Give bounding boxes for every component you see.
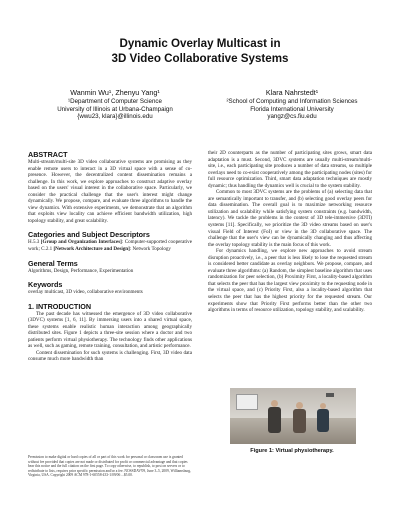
author-names-left: Wanmin Wu¹, Zhenyu Yang¹ [70,88,160,97]
keywords-heading: Keywords [28,280,63,290]
abstract-text: Multi-stream/multi-site 3D video collaborative systems are promising as they enable remote users to interact in a 3D virtual space with a sense of co-presence. However, the decentralized content dissemination remains a challenge. In this work, we explore approaches to construct adaptive overlay based on the users' visual interest in the collaborative space. Particularly, we consider the practical challenge that the user's interest might change dynamically. We propose, compare, and evaluate three algorithms to handle the view dynamics. With extensive experiments, we demonstrate that an algorithm that exploits view locality can achieve efficient bandwidth utilization, high topology stability, and great scalability. [28,159,192,224]
categories-text [28,239,192,252]
copyright-footnote: Permission to make digital or hard copies of all or part of this work for personal or classroom use is granted without fee provided that copies are not made or distributed for profit or commercial advantage and that copies bear this notice and the full citation on the first page. To copy otherwise, to republish, to post on servers or to redistribute to lists, requires prior specific permission and/or a fee. NOSSDAV'09, June 3–5, 2009, Williamsburg, Virginia, USA. Copyright 2009 ACM 978-1-60558-433-1/09/06 ...$5.00. [28,455,191,478]
left-column [28,150,192,363]
figure-person-head [296,402,303,409]
figure-person-patient [317,409,329,432]
figure-display-screen [236,394,258,410]
title-line-1: Dynamic Overlay Multicast in [119,37,281,50]
title-line-2: 3D Video Collaborative Systems [111,52,289,65]
figure-person-head [271,400,278,407]
author-block-left [40,88,190,121]
affiliation-right-1: ²School of Computing and Information Sciences [226,98,358,105]
intro-paragraph-1: The past decade has witnessed the emergence of 3D video collaborative (3DVC) systems [1, 6, 11]. By immersing users into a shared virtual space, these systems enable realistic human interaction among geographically distributed sites. Figure 1 depicts a three-site session where a doctor and two patients perform virtual physiotherapy. The technology finds other applications as well, such as gaming, remote training, consultation, and artistic performance. [28,310,192,350]
right-paragraph-2: Common to most 3DVC systems are the problems of (a) selecting data that are semantically important to transfer, and (b) selecting good overlay peers for data dissemination. The overall goal is to maximize networking resource utilization and scalability while satisfying system constraints (e.g. bandwidth, latency). We tackle the problems in the context of 3D tele-immersive (3DTI) systems [11]. Specifically, we prioritize the 3D video streams based on user's visual Field of Interest (FoI) or view in the 3D collaborative space. The challenge that the user's view can be dynamically changing and thus affecting the overlay topology stability is the main focus of this work. [208,189,372,248]
physiotherapy-figure [230,388,356,444]
right-paragraph-3: For dynamics handling, we explore new approaches to avoid stream disruption proactively, i.e., a peer that is less likely to lose the requested stream is considered better candidate as overlay neighbors. We propose, compare, and evaluate three algorithms: (a) Random, the simplest baseline algorithm that uses randomization for peer selection, (b) Proximity First, a locality-based algorithm that selects the peer that has the largest view proximity to the requesting node in the virtual space, and (c) Priority First, also a locality-based algorithm that selects the peer that has the highest priority for the requested stream. Our experiments show that Priority First performs better than the other two algorithms in terms of resource utilization, topology stability, and scalability. [208,248,372,314]
categories-bold-2: [Network Architecture and Design] [53,246,130,253]
abstract-heading: ABSTRACT [28,150,68,159]
categories-heading: Categories and Subject Descriptors [28,230,150,240]
right-column [208,150,372,314]
figure-person-doctor [268,407,281,433]
categories-suffix: : Network Topology [129,246,171,253]
figure-person-patient [293,409,306,433]
introduction-heading: 1. INTRODUCTION [28,301,92,311]
figure-camera [326,393,334,397]
right-paragraph-1: their 2D counterparts as the number of participating sites grows, smart data adaptation is a must. Second, 3DVC systems are usually multi-stream/multi-site, i.e., each participating site produces a number of data streams, so multiple overlays need to co-exist cooperatively among the participating nodes (sites) for full resource optimization. Third, smart data adaptation techniques are mostly dynamic; thus handling the dynamics well is crucial to the system stability. [208,150,372,189]
affiliation-right-2: Florida International University [250,105,334,113]
affiliation-left-1: ¹Department of Computer Science [68,98,162,105]
categories-mid: : Computer-supported cooperative work; C.2.1 [28,239,192,253]
categories-bold-1: [Group and Organization Interfaces] [40,239,122,246]
author-names-right: Klara Nahrstedt¹ [265,88,319,97]
general-terms-heading: General Terms [28,258,78,268]
author-block-right [212,88,372,121]
keywords-text: overlay multicast, 3D video, collaborative environments [28,289,143,296]
general-terms-text: Algorithms, Design, Performance, Experimentation [28,267,134,274]
affiliation-left-2: University of Illinois at Urbana-Champaign [57,105,173,113]
paper-title [0,36,400,66]
intro-paragraph-2: Content dissemination for such systems is challenging. First, 3D video data consume much more bandwidth than [28,349,192,363]
email-left: {wwu23, klara}@illinois.edu [77,113,153,121]
figure-caption: Figure 1: Virtual physiotherapy. [250,448,334,454]
email-right: yangz@cs.fiu.edu [267,113,317,121]
categories-prefix: H.5.3 [28,239,41,246]
